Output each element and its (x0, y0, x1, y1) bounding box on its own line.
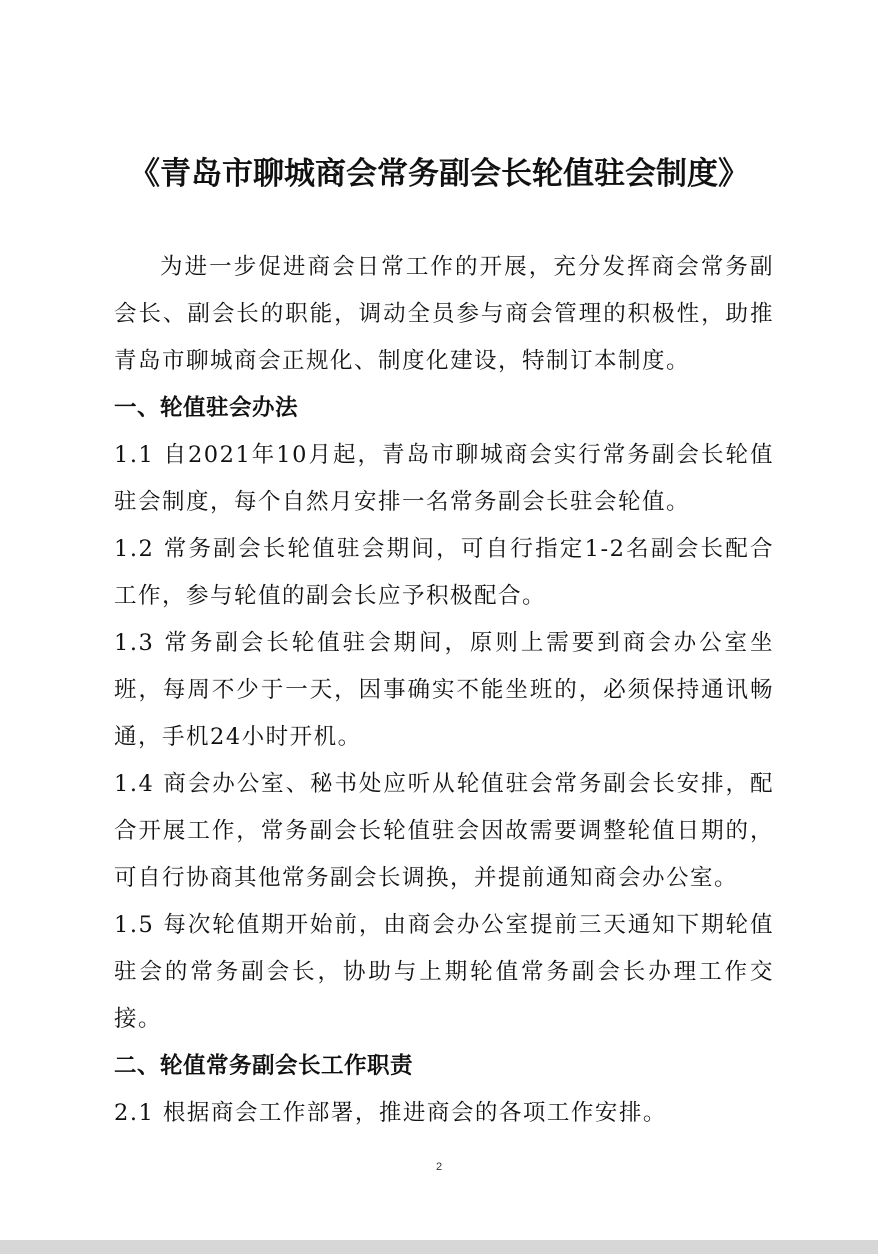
clause-2-1: 2.1 根据商会工作部署，推进商会的各项工作安排。 (114, 1100, 667, 1126)
clause-1-2: 1.2 常务副会长轮值驻会期间，可自行指定1-2名副会长配合工作，参与轮值的副会长应予积极配合。 (114, 536, 774, 609)
clause-1-1: 1.1 自2021年10月起，青岛市聊城商会实行常务副会长轮值驻会制度，每个自然月安排一名常务副会长驻会轮值。 (114, 442, 774, 515)
viewer-bottom-edge (0, 1240, 878, 1254)
clause-1-5: 1.5 每次轮值期开始前，由商会办公室提前三天通知下期轮值驻会的常务副会长，协助与上期轮值常务副会长办理工作交接。 (114, 912, 774, 1032)
clause-1-4: 1.4 商会办公室、秘书处应听从轮值驻会常务副会长安排，配合开展工作，常务副会长轮值驻会因故需要调整轮值日期的，可自行协商其他常务副会长调换，并提前通知商会办公室。 (114, 771, 774, 891)
document-title: 《青岛市聊城商会常务副会长轮值驻会制度》 (129, 156, 749, 192)
page-number: 2 (435, 1161, 443, 1173)
section-heading-2: 二、轮值常务副会长工作职责 (114, 1053, 414, 1079)
intro-paragraph: 为进一步促进商会日常工作的开展，充分发挥商会常务副会长、副会长的职能，调动全员参与商会管理的积极性，助推青岛市聊城商会正规化、制度化建设，特制订本制度。 (114, 254, 774, 374)
section-heading-1: 一、轮值驻会办法 (114, 395, 299, 421)
clause-1-3: 1.3 常务副会长轮值驻会期间，原则上需要到商会办公室坐班，每周不少于一天，因事确实不能坐班的，必须保持通讯畅通，手机24小时开机。 (114, 630, 774, 750)
document-body (114, 244, 774, 1137)
